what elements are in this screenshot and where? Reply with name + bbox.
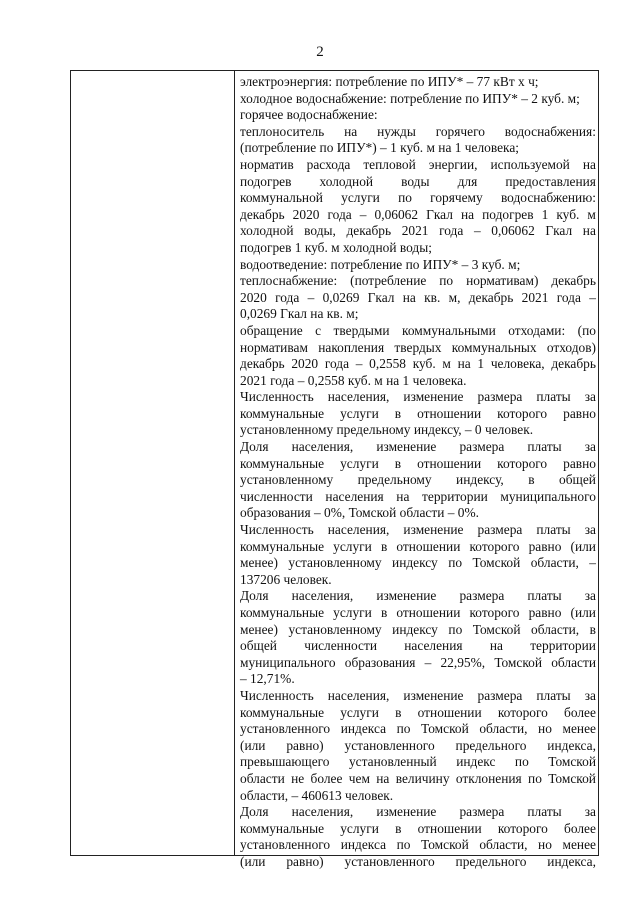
text-line: коммунальные услуги в отношении которого более xyxy=(240,704,596,720)
paragraph-waste xyxy=(240,323,596,389)
text-line: декабрь 2020 года – 0,2558 куб. м на 1 человека, декабрь xyxy=(240,356,596,372)
text-line: Доля населения, изменение размера платы за xyxy=(240,588,596,604)
paragraph-share-above xyxy=(240,804,596,870)
text-line: (или равно) установленного предельного индекса, xyxy=(240,853,596,869)
text-line: холодной воды, декабрь 2021 года – 0,06062 Гкал на xyxy=(240,223,596,239)
text-line: коммунальной услуги по горячему водоснабжению: xyxy=(240,190,596,206)
paragraph-cold-water xyxy=(240,91,596,108)
text-line: обращение с твердыми коммунальными отходами: (по xyxy=(240,322,596,338)
text-line: 0,0269 Гкал на кв. м; xyxy=(240,306,359,322)
paragraph-share-equal-limit xyxy=(240,439,596,522)
text-line: коммунальные услуги в отношении которого равно (или xyxy=(240,605,596,620)
text-line: образования – 0%, Томской области – 0%. xyxy=(240,505,479,521)
text-line: подогрев 1 куб. м холодной воды; xyxy=(240,239,432,255)
text-line: Численность населения, изменение размера платы за xyxy=(240,522,596,538)
paragraph-share-equal-or-less xyxy=(240,588,596,688)
text-line: горячее водоснабжение: xyxy=(240,107,378,123)
text-line: 137206 человек. xyxy=(240,571,332,587)
text-line: Доля населения, изменение размера платы за xyxy=(240,439,596,455)
text-line: (или равно) установленного предельного индекса, xyxy=(240,737,596,753)
text-line: декабрь 2020 года – 0,06062 Гкал на подогрев 1 куб. м xyxy=(240,206,596,222)
text-line: коммунальные услуги в отношении которого равно (или xyxy=(240,538,596,554)
text-line: холодное водоснабжение: потребление по ИПУ* – 2 куб. м; xyxy=(240,90,580,106)
document-table xyxy=(70,70,599,869)
text-line: 2021 года – 0,2558 куб. м на 1 человека. xyxy=(240,372,467,388)
page-number: 2 xyxy=(316,44,324,60)
text-line: водоотведение: потребление по ИПУ* – 3 куб. м; xyxy=(240,256,521,272)
paragraph-population-equal-limit xyxy=(240,389,596,439)
column-divider xyxy=(234,71,235,855)
text-line: нормативам накопления твердых коммунальных отходов) xyxy=(240,339,596,355)
table-left-cell xyxy=(71,71,234,855)
paragraph-population-above xyxy=(240,688,596,804)
text-line: установленного индекса по Томской области, но менее xyxy=(240,837,596,853)
paragraph-heat-carrier xyxy=(240,124,596,157)
text-line: установленного индекса по Томской области, но менее xyxy=(240,721,596,737)
text-line: области не более чем на величину отклонения по Томской xyxy=(240,770,596,786)
text-line: менее) установленному индексу по Томской области, – xyxy=(240,555,596,571)
text-line: (потребление по ИПУ*) – 1 куб. м на 1 человека; xyxy=(240,140,520,156)
text-line: установленному предельному индексу, – 0 человек. xyxy=(240,422,534,438)
text-line: муниципального образования – 22,95%, Томской области xyxy=(240,654,596,670)
text-line: подогрев холодной воды для предоставления xyxy=(240,173,596,189)
text-line: установленному предельному индексу, в общей xyxy=(240,472,596,488)
paragraph-heating xyxy=(240,273,596,323)
text-line: – 12,71%. xyxy=(240,671,295,687)
text-line: коммунальные услуги в отношении которого равно xyxy=(240,455,596,471)
table-right-cell xyxy=(240,74,596,871)
paragraph-electricity xyxy=(240,74,596,91)
text-line: коммунальные услуги в отношении которого равно xyxy=(240,405,596,421)
text-line: коммунальные услуги в отношении которого более xyxy=(240,820,596,836)
text-line: Численность населения, изменение размера платы за xyxy=(240,687,596,703)
paragraph-population-equal-or-less xyxy=(240,522,596,588)
text-line: 2020 года – 0,0269 Гкал на кв. м, декабрь 2021 года – xyxy=(240,289,596,305)
text-line: общей численности населения на территории xyxy=(240,638,596,654)
text-line: теплоноситель на нужды горячего водоснабжения: xyxy=(240,123,596,139)
text-line: теплоснабжение: (потребление по нормативам) декабрь xyxy=(240,273,596,289)
text-line: электроэнергия: потребление по ИПУ* – 77 кВт x ч; xyxy=(240,74,539,89)
paragraph-hot-water xyxy=(240,107,596,124)
text-line: менее) установленному индексу по Томской области, в xyxy=(240,621,596,637)
text-line: Доля населения, изменение размера платы за xyxy=(240,804,596,820)
text-line: Численность населения, изменение размера платы за xyxy=(240,389,596,405)
text-line: норматив расхода тепловой энергии, используемой на xyxy=(240,156,596,172)
text-line: области, – 460613 человек. xyxy=(240,787,394,803)
text-line: численности населения на территории муниципального xyxy=(240,488,596,504)
paragraph-heat-norm xyxy=(240,157,596,257)
paragraph-drainage xyxy=(240,257,596,274)
text-line: превышающего установленный индекс по Томской xyxy=(240,754,596,770)
